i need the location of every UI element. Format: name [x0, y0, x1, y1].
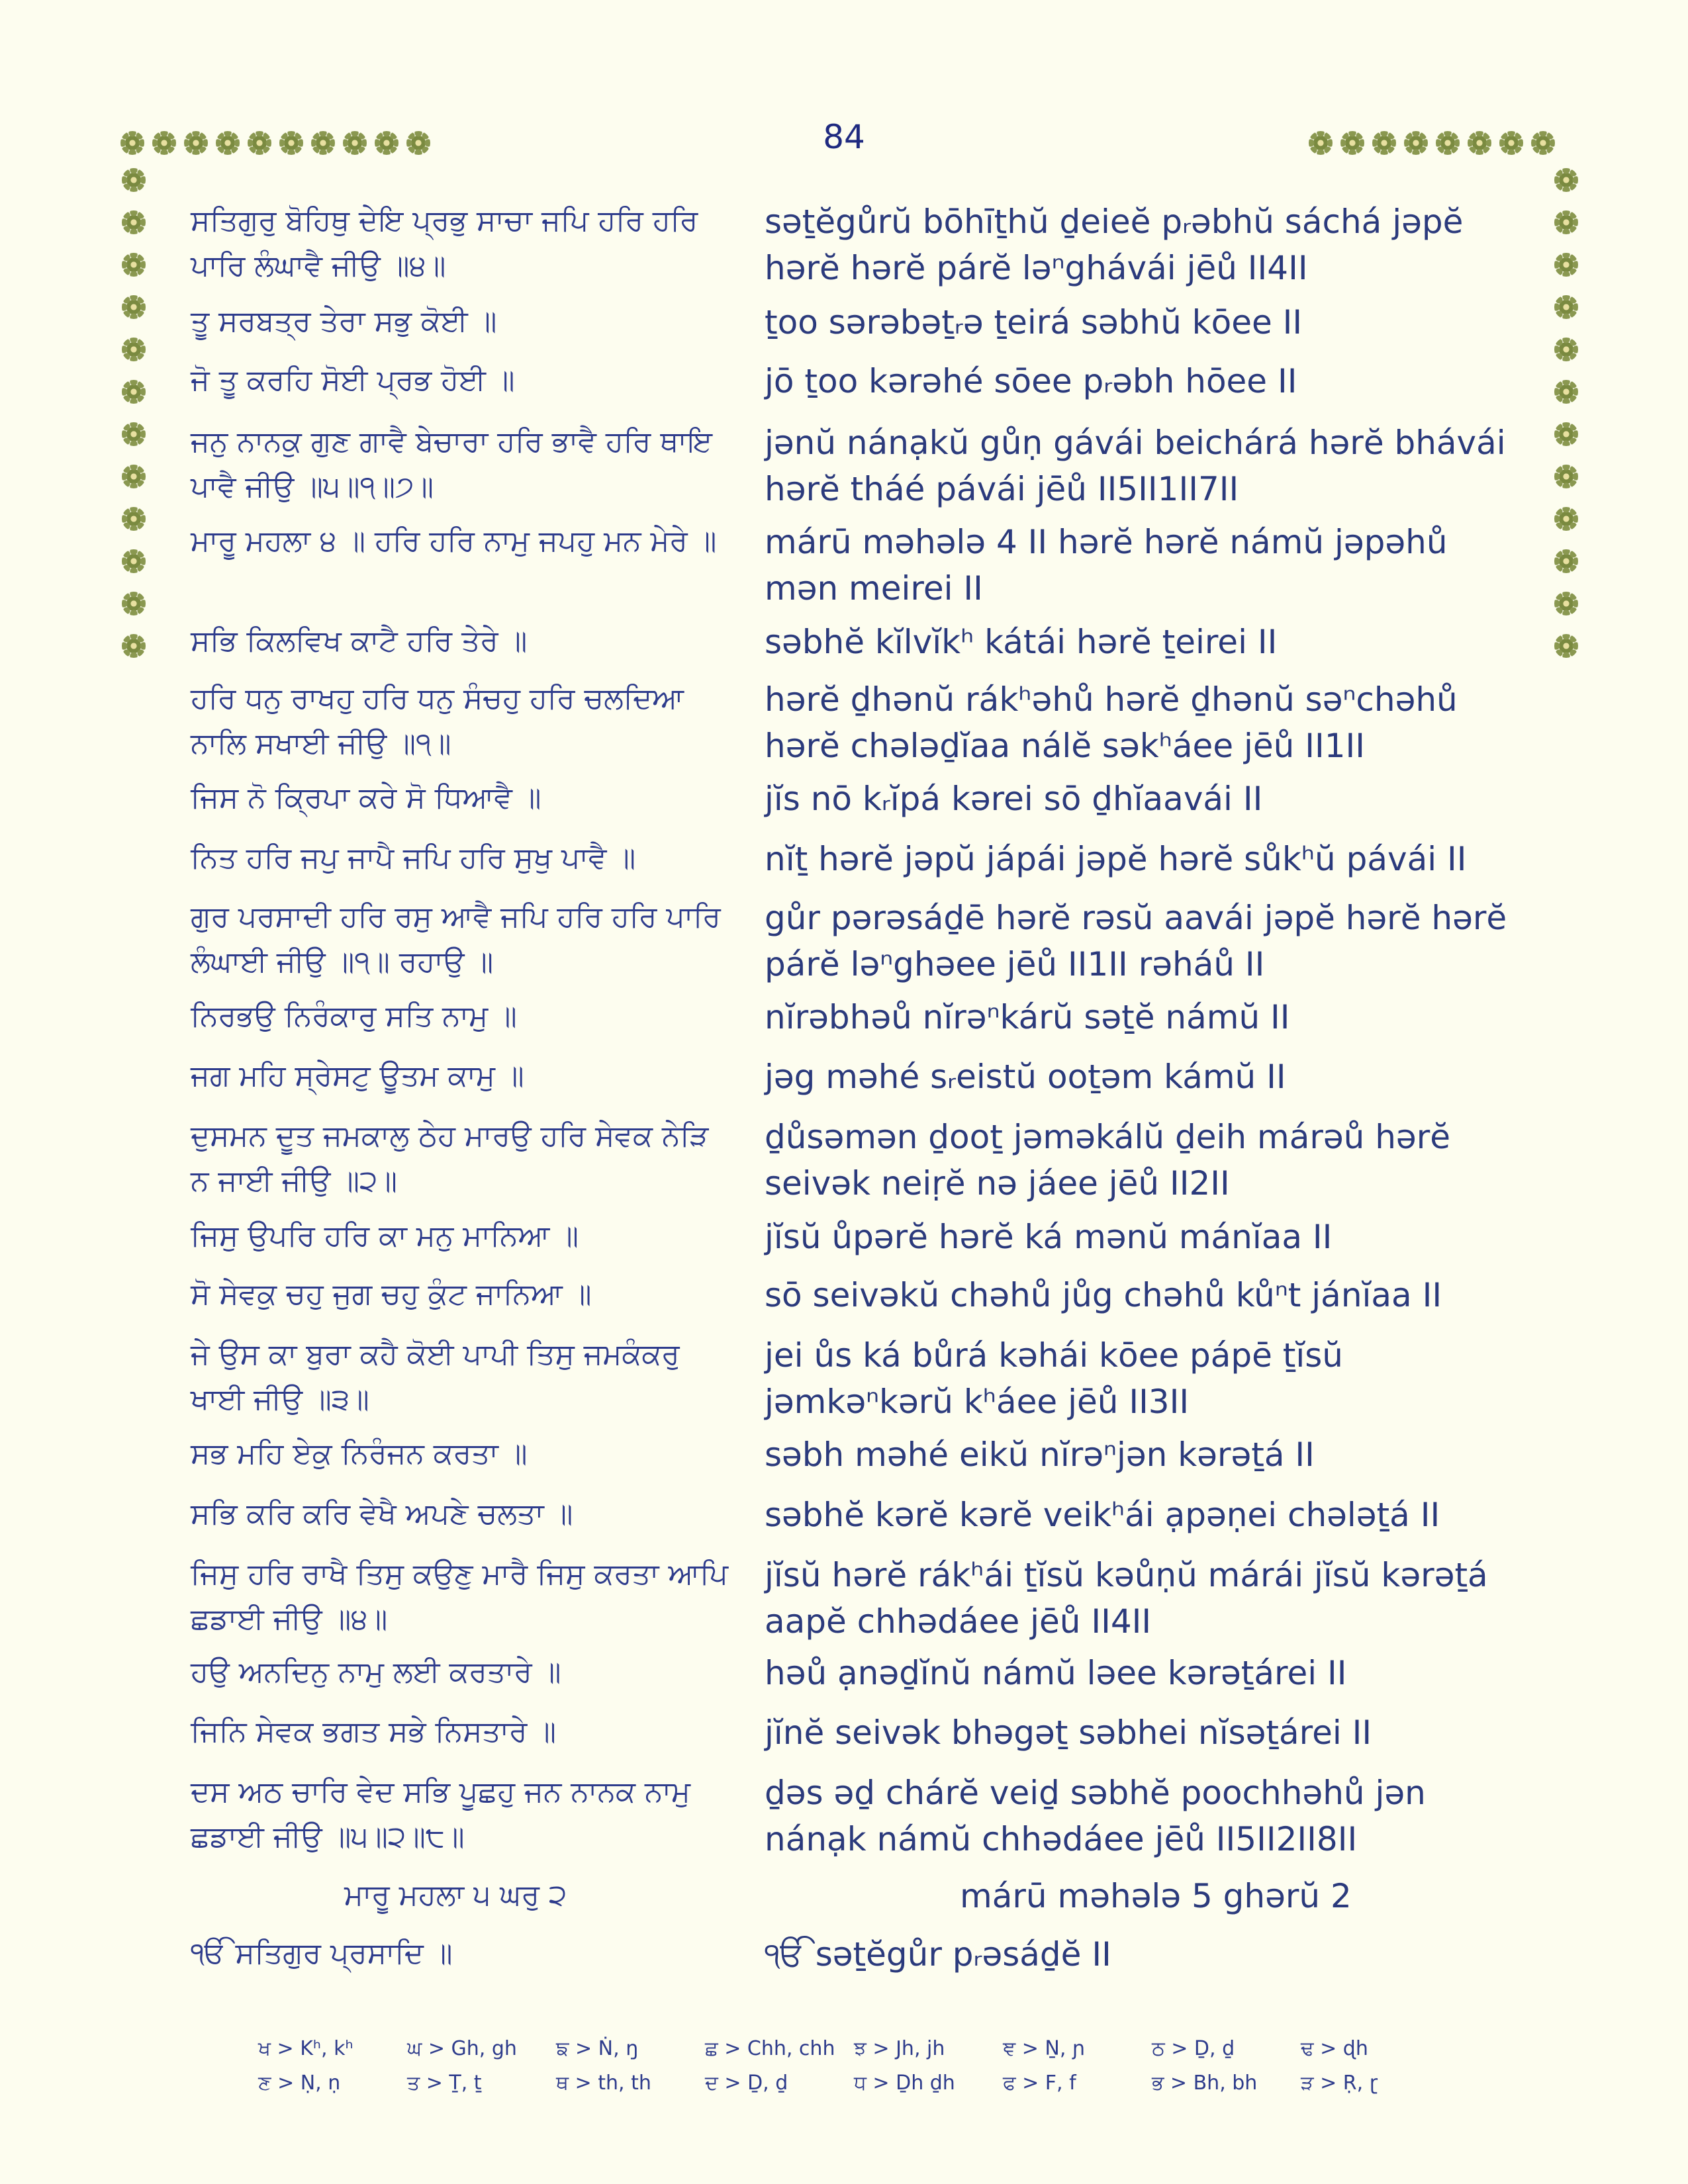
gurmukhi-heading: ਮਾਰੂ ਮਹਲਾ ੫ ਘਰੁ ੨ — [344, 1878, 567, 1912]
gurmukhi-text: ਜਿਸੁ ਹਰਿ ਰਾਖੈ ਤਿਸੁ ਕਉਣੁ ਮਾਰੈ ਜਿਸੁ ਕਰਤਾ ਆਪਿ ਛਡਾਈ ਜੀਉ ॥੪॥ — [191, 1557, 728, 1636]
transliteration-text: nĭrəbhəů nĭrəⁿkárŭ səṯĕ námŭ II — [765, 998, 1290, 1036]
gurmukhi-text: ਸਭ ਮਹਿ ਏਕੁ ਨਿਰੰਜਨ ਕਰਤਾ ॥ — [191, 1437, 528, 1471]
transliteration-text: jei ůs ká bůrá kəhái kōee pápē ṯĭsŭ jəmkəⁿkərŭ kʰáee jēů II3II — [765, 1336, 1343, 1421]
gurmukhi-text: ਸਭਿ ਕਰਿ ਕਰਿ ਵੇਖੈ ਅਪਣੇ ਚਲਤਾ ॥ — [191, 1497, 573, 1531]
transliteration-text: həů ạnəḏĭnŭ námŭ ləee kərəṯárei II — [765, 1654, 1347, 1692]
transliteration-heading: márū məhələ 5 ghərŭ 2 — [960, 1877, 1352, 1915]
transliteration-text: səbh məhé eikŭ nĭrəⁿjən kərəṯá II — [765, 1435, 1315, 1474]
gurmukhi-text: ਜਿਸ ਨੋ ਕ੍ਰਿਪਾ ਕਰੇ ਸੋ ਧਿਆਵੈ ॥ — [191, 781, 541, 815]
gurmukhi-text: ਜਿਸੁ ਉਪਰਿ ਹਰਿ ਕਾ ਮਨੁ ਮਾਨਿਆ ॥ — [191, 1219, 579, 1253]
gurmukhi-text: ਸਤਿਗੁਰੁ ਬੋਹਿਥੁ ਦੇਇ ਪ੍ਰਭੁ ਸਾਚਾ ਜਪਿ ਹਰਿ ਹਰਿ ਪਾਰਿ ਲੰਘਾਵੈ ਜੀਉ ॥੪॥ — [191, 204, 698, 283]
transliteration-text: hərĕ ḏhənŭ rákʰəhů hərĕ ḏhənŭ səⁿchəhů hərĕ chələḏĭaa nálĕ səkʰáee jēů II1II — [765, 680, 1458, 765]
transliteration-text: márū məhələ 4 II hərĕ hərĕ námŭ jəpəhů mən meirei II — [765, 523, 1448, 608]
transliteration-legend — [258, 2037, 1450, 2106]
transliteration-text: ੴ səṯĕgůr pᵣəsáḏĕ II — [765, 1935, 1111, 1974]
gurmukhi-text: ਜਿਨਿ ਸੇਵਕ ਭਗਤ ਸਭੇ ਨਿਸਤਾਰੇ ॥ — [191, 1715, 557, 1749]
legend-item: ਥ > th, th — [556, 2071, 651, 2095]
transliteration-text: sō seivəkŭ chəhů jůg chəhů kůⁿt jánĭaa II — [765, 1276, 1442, 1314]
transliteration-text: ḏůsəmən ḏooṯ jəməkálŭ ḏeih márəů hərĕ seivək neiṛĕ nə jáee jēů II2II — [765, 1118, 1451, 1203]
gurmukhi-text: ਜੇ ਉਸ ਕਾ ਬੁਰਾ ਕਹੈ ਕੋਈ ਪਾਪੀ ਤਿਸੁ ਜਮਕੰਕਰੁ ਖਾਈ ਜੀਉ ॥੩॥ — [191, 1338, 680, 1416]
transliteration-text: gůr pərəsáḏē hərĕ rəsŭ aavái jəpĕ hərĕ hərĕ párĕ ləⁿghəee jēů II1II rəháů II — [765, 899, 1507, 983]
transliteration-text: jĭsŭ hərĕ rákʰái ṯĭsŭ kəůṇŭ márái jĭsŭ kərəṯá aapĕ chhədáee jēů II4II — [765, 1556, 1488, 1641]
legend-item: ਘ > Gh, gh — [407, 2037, 517, 2060]
gurmukhi-text: ਜਨੁ ਨਾਨਕੁ ਗੁਣ ਗਾਵੈ ਬੇਚਾਰਾ ਹਰਿ ਭਾਵੈ ਹਰਿ ਥਾਇ ਪਾਵੈ ਜੀਉ ॥੫॥੧॥੭॥ — [191, 425, 713, 504]
transliteration-text: ṯoo sərəbəṯᵣə ṯeirá səbhŭ kōee II — [765, 303, 1303, 341]
gurmukhi-text: ਜੋ ਤੂ ਕਰਹਿ ਸੋਈ ਪ੍ਰਭ ਹੋਈ ॥ — [191, 363, 515, 397]
legend-item: ਞ > Ṉ, ɲ — [1003, 2037, 1086, 2060]
legend-item: ਤ > Ṯ, ṯ — [407, 2071, 482, 2095]
gurmukhi-text: ਜਗ ਮਹਿ ਸ੍ਰੇਸਟੁ ਊਤਮ ਕਾਮੁ ॥ — [191, 1059, 524, 1093]
legend-item: ਭ > Bh, bh — [1152, 2071, 1258, 2095]
transliteration-text: jəg məhé sᵣeistŭ ooṯəm kámŭ II — [765, 1058, 1286, 1096]
gurmukhi-text: ਹਉ ਅਨਦਿਨੁ ਨਾਮੁ ਲਈ ਕਰਤਾਰੇ ॥ — [191, 1655, 561, 1689]
gurmukhi-text: ਨਿਤ ਹਰਿ ਜਪੁ ਜਾਪੈ ਜਪਿ ਹਰਿ ਸੁਖੁ ਪਾਵੈ ॥ — [191, 841, 636, 875]
gurmukhi-text: ਹਰਿ ਧਨੁ ਰਾਖਹੁ ਹਰਿ ਧਨੁ ਸੰਚਹੁ ਹਰਿ ਚਲਦਿਆ ਨਾਲਿ ਸਖਾਈ ਜੀਉ ॥੧॥ — [191, 682, 684, 760]
gurmukhi-text: ੴ ਸਤਿਗੁਰ ਪ੍ਰਸਾਦਿ ॥ — [191, 1936, 453, 1970]
legend-item: ਠ > Ḏ, ḏ — [1152, 2037, 1235, 2060]
transliteration-text: jənŭ nánạkŭ gůṇ gávái beichárá hərĕ bhávái hərĕ tháé pávái jēů II5II1II7II — [765, 424, 1506, 508]
transliteration-text: jĭsŭ ůpərĕ hərĕ ká mənŭ mánĭaa II — [765, 1218, 1333, 1256]
gurmukhi-text: ਨਿਰਭਉ ਨਿਰੰਕਾਰੁ ਸਤਿ ਨਾਮੁ ॥ — [191, 999, 517, 1033]
transliteration-text: səṯĕgůrŭ bōhīṯhŭ ḏeieĕ pᵣəbhŭ sáchá jəpĕ hərĕ hərĕ párĕ ləⁿghávái jēů II4II — [765, 203, 1464, 287]
legend-item: ਣ > Ṇ, ṇ — [258, 2071, 341, 2095]
gurmukhi-text: ਗੁਰ ਪਰਸਾਦੀ ਹਰਿ ਰਸੁ ਆਵੈ ਜਪਿ ਹਰਿ ਹਰਿ ਪਾਰਿ ਲੰਘਾਈ ਜੀਉ ॥੧॥ ਰਹਾਉ ॥ — [191, 900, 721, 979]
legend-item: ਖ > Kʰ, kʰ — [258, 2037, 353, 2060]
gurmukhi-text: ਸਭਿ ਕਿਲਵਿਖ ਕਾਟੈ ਹਰਿ ਤੇਰੇ ॥ — [191, 624, 528, 658]
transliteration-text: səbhĕ kərĕ kərĕ veikʰái ạpəṇei chələṯá II — [765, 1496, 1440, 1534]
gurmukhi-text: ਸੋ ਸੇਵਕੁ ਚਹੁ ਜੁਗ ਚਹੁ ਕੁੰਟ ਜਾਨਿਆ ॥ — [191, 1277, 592, 1311]
legend-item: ਫ > F, f — [1003, 2071, 1076, 2095]
legend-item: ਛ > Chh, chh — [705, 2037, 835, 2060]
legend-item: ਝ > Jh, jh — [854, 2037, 945, 2060]
legend-item: ਧ > Ḏh ḏh — [854, 2071, 955, 2095]
legend-item: ਙ > Ṅ, ŋ — [556, 2037, 639, 2060]
legend-item: ਦ > Ḏ, ḏ — [705, 2071, 788, 2095]
legend-item: ਢ > ɖh — [1301, 2037, 1368, 2060]
legend-row — [258, 2037, 1450, 2071]
transliteration-text: jō ṯoo kərəhé sōee pᵣəbh hōee II — [765, 362, 1297, 400]
transliteration-text: səbhĕ kĭlvĭkʰ kátái hərĕ ṯeirei II — [765, 623, 1278, 661]
transliteration-text: jĭnĕ seivək bhəgəṯ səbhei nĭsəṯárei II — [765, 1713, 1372, 1752]
transliteration-text: jĭs nō kᵣĭpá kərei sō ḏhĭaavái II — [765, 780, 1263, 818]
legend-row — [258, 2071, 1450, 2106]
transliteration-text: nĭṯ hərĕ jəpŭ jápái jəpĕ hərĕ sůkʰŭ pávái II — [765, 840, 1467, 878]
page-number: 84 — [823, 118, 865, 156]
legend-item: ੜ > Ṛ, ɽ — [1301, 2071, 1378, 2095]
gurmukhi-text: ਦਸ ਅਠ ਚਾਰਿ ਵੇਦ ਸਭਿ ਪੂਛਹੁ ਜਨ ਨਾਨਕ ਨਾਮੁ ਛਡਾਈ ਜੀਉ ॥੫॥੨॥੮॥ — [191, 1775, 690, 1854]
transliteration-text: ḏəs əḏ chárĕ veiḏ səbhĕ poochhəhů jən nánạk námŭ chhədáee jēů II5II2II8II — [765, 1774, 1426, 1858]
gurmukhi-text: ਮਾਰੂ ਮਹਲਾ ੪ ॥ ਹਰਿ ਹਰਿ ਨਾਮੁ ਜਪਹੁ ਮਨ ਮੇਰੇ ॥ — [191, 524, 717, 558]
gurmukhi-text: ਦੁਸਮਨ ਦੂਤ ਜਮਕਾਲੁ ਠੇਹ ਮਾਰਉ ਹਰਿ ਸੇਵਕ ਨੇੜਿ ਨ ਜਾਈ ਜੀਉ ॥੨॥ — [191, 1119, 709, 1198]
gurmukhi-text: ਤੂ ਸਰਬਤ੍ਰ ਤੇਰਾ ਸਭੁ ਕੋਈ ॥ — [191, 304, 497, 338]
